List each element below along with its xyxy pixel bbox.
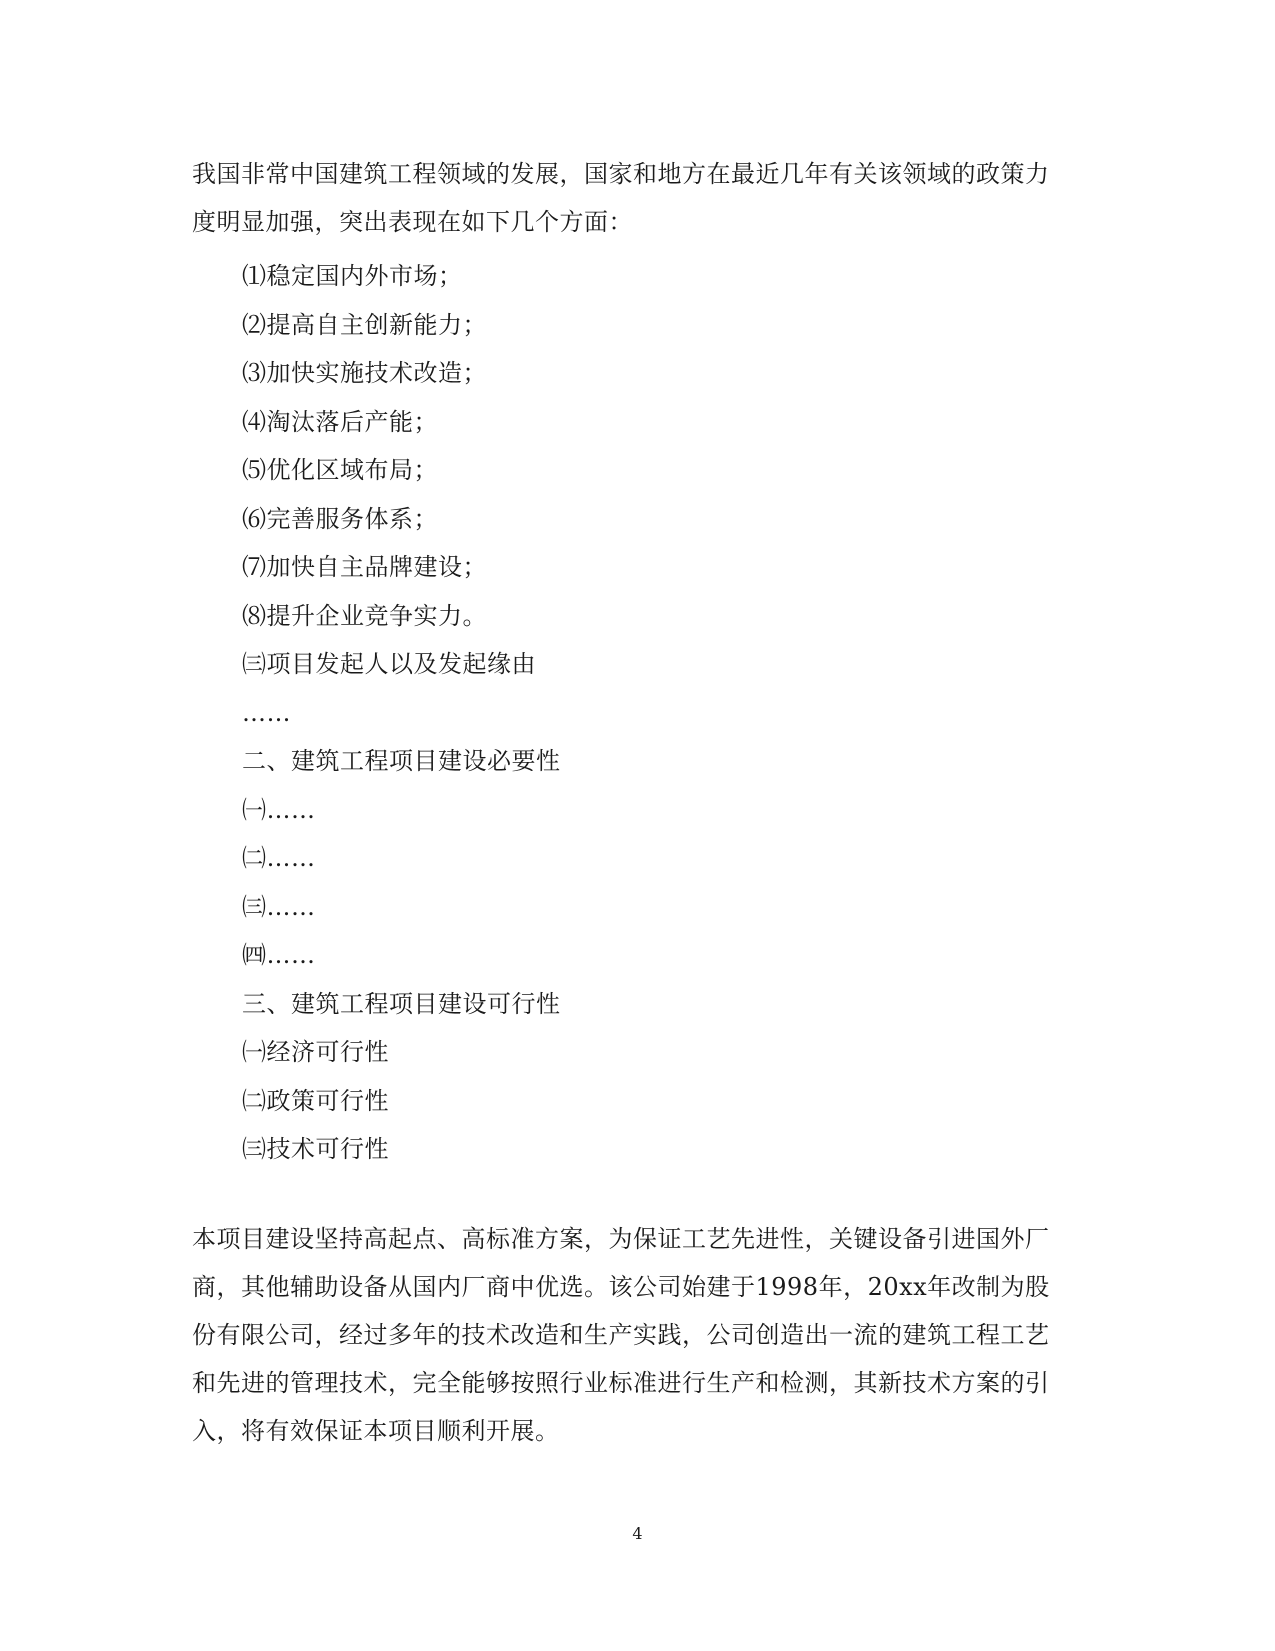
list-item: ㈡…… <box>242 844 316 872</box>
list-item: ⑴稳定国内外市场； <box>242 262 463 290</box>
list-item: ㈣…… <box>242 941 316 969</box>
section-heading: 二、建筑工程项目建设必要性 <box>242 747 561 775</box>
closing-paragraph: 本项目建设坚持高起点、高标准方案，为保证工艺先进性，关键设备引进国外厂商，其他辅助设备从国内厂商中优选。该公司始建于1998年，20xx年改制为股份有限公司，经过多年的技术改造和生产实践，公司创造出一流的建筑工程工艺和先进的管理技术，完全能够按照行业标准进行生产和检测，其新技术方案的引入，将有效保证本项目顺利开展。 <box>192 1225 1050 1445</box>
section-heading: 三、建筑工程项目建设可行性 <box>242 989 561 1018</box>
list-item: ㈢项目发起人以及发起缘由 <box>242 650 536 678</box>
list-item: ⑻提升企业竞争实力。 <box>242 601 487 630</box>
list-item: ⑵提高自主创新能力； <box>242 310 487 339</box>
list-item: ⑸优化区域布局； <box>242 456 438 484</box>
list-item: …… <box>242 698 291 727</box>
page-number: 4 <box>632 1524 643 1543</box>
list-item: ⑺加快自主品牌建设； <box>242 553 487 581</box>
list-item: ㈢技术可行性 <box>242 1135 389 1163</box>
outline-list <box>242 252 561 1174</box>
list-item: ⑶加快实施技术改造； <box>242 359 487 387</box>
list-item: ⑷淘汰落后产能； <box>242 407 438 436</box>
list-item: ㈠…… <box>242 795 316 824</box>
list-item: ㈡政策可行性 <box>242 1086 389 1115</box>
intro-paragraph: 我国非常中国建筑工程领域的发展，国家和地方在最近几年有关该领域的政策力度明显加强，突出表现在如下几个方面： <box>192 160 1050 236</box>
list-item: ⑹完善服务体系； <box>242 504 438 533</box>
list-item: ㈠经济可行性 <box>242 1038 389 1066</box>
list-item: ㈢…… <box>242 892 316 921</box>
